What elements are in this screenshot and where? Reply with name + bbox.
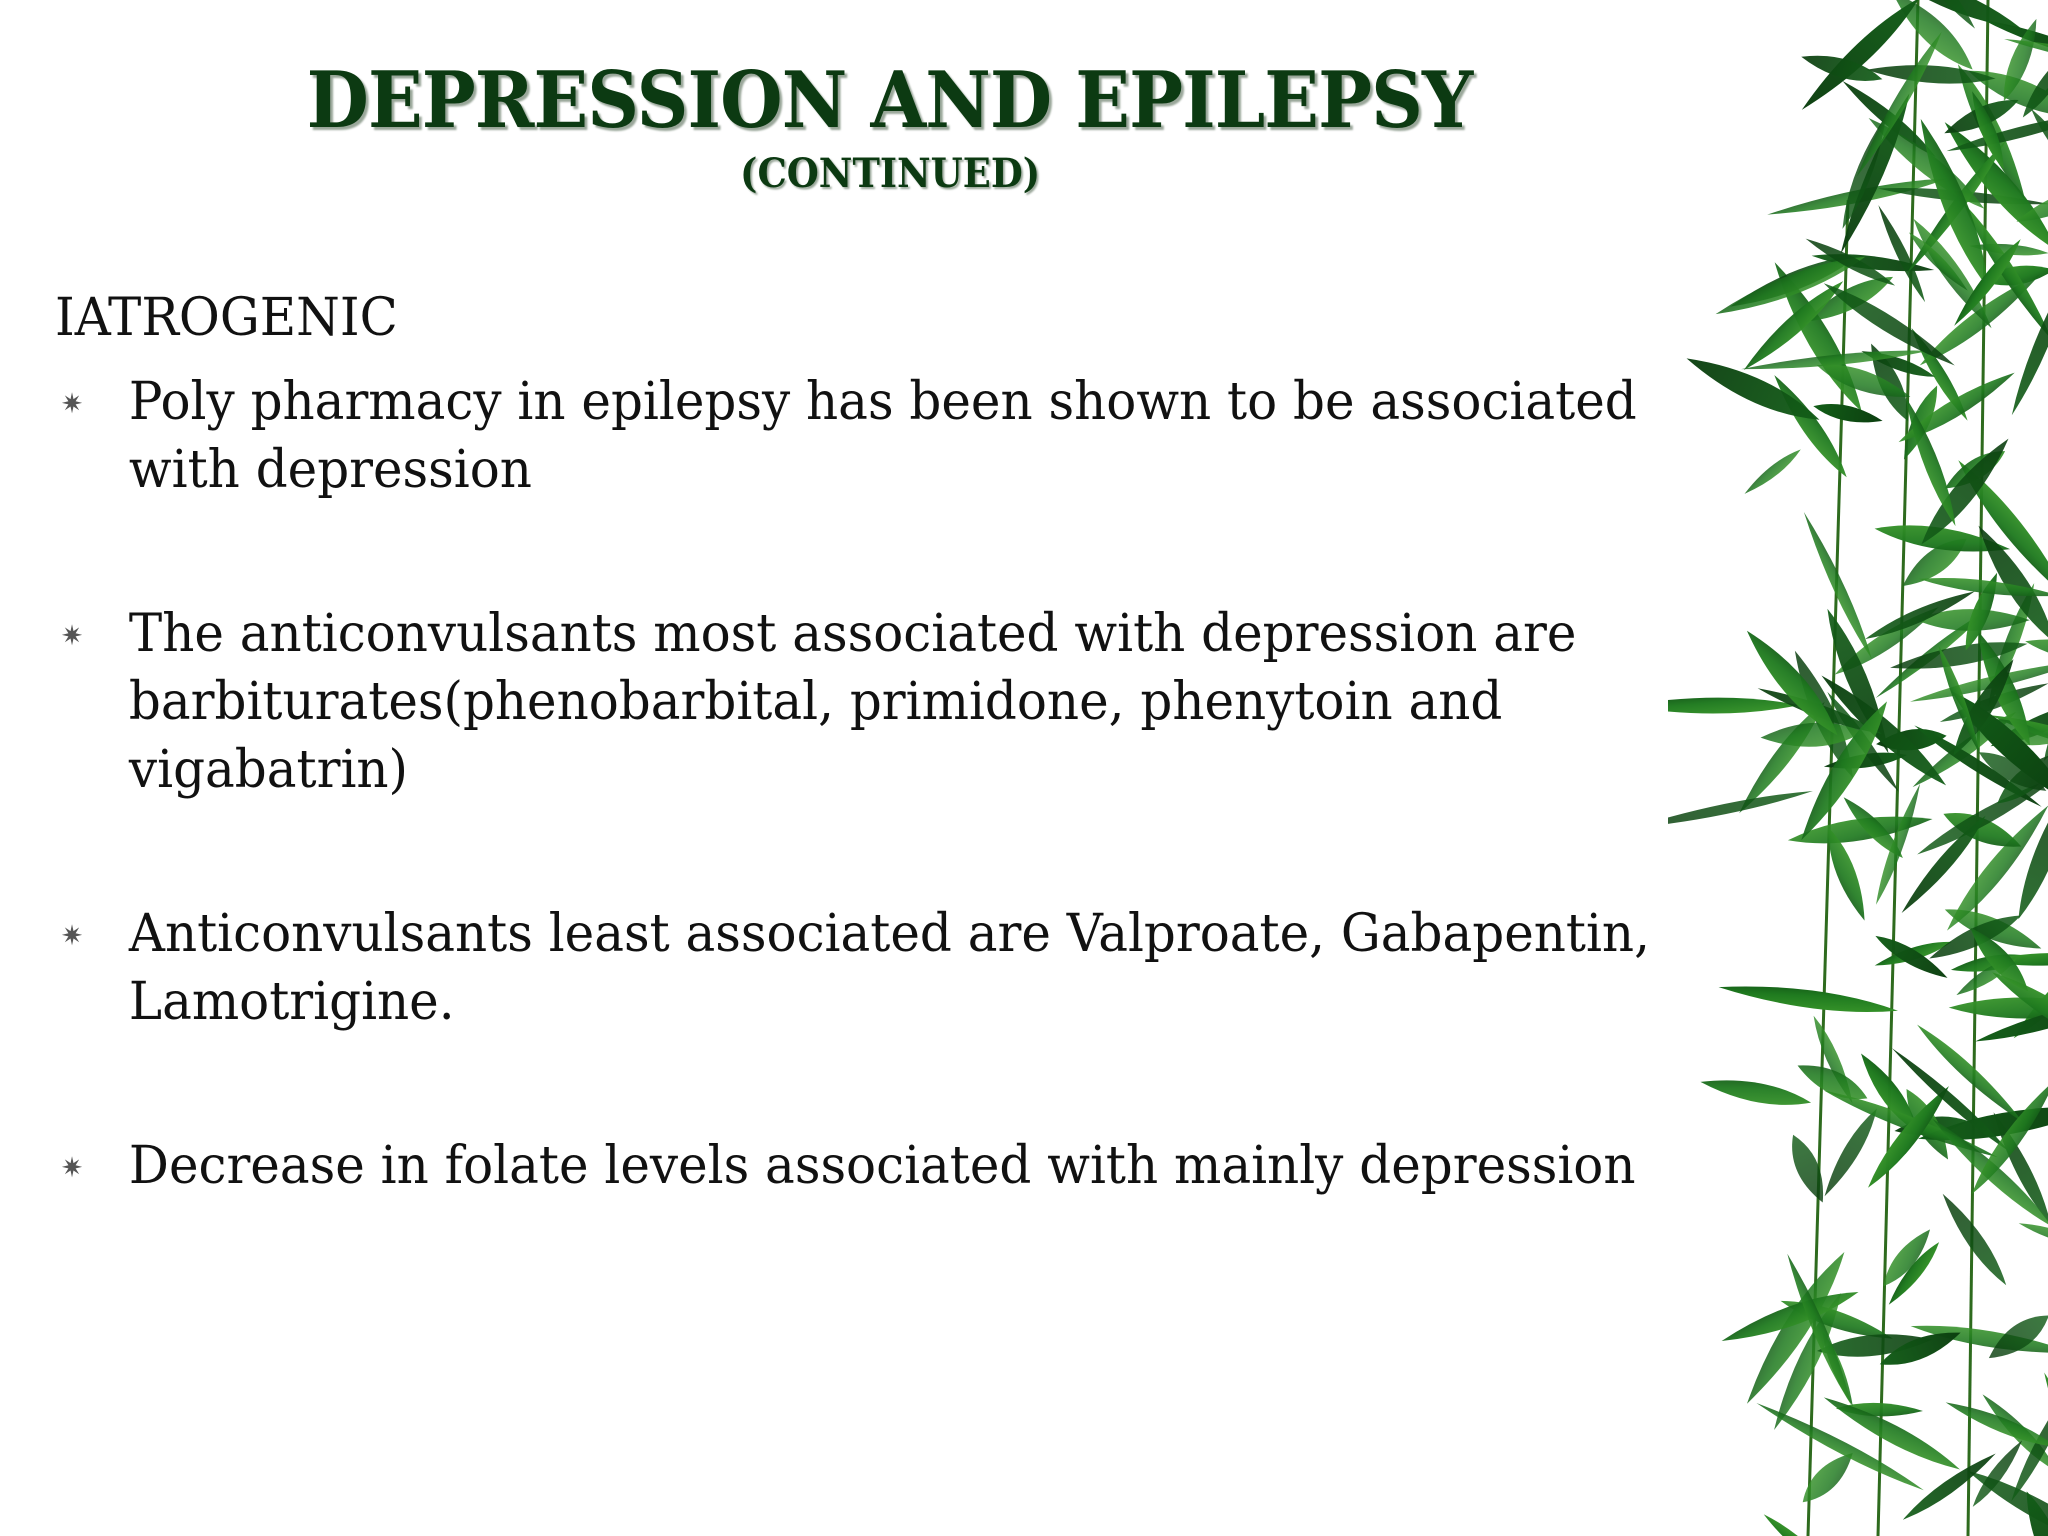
- bullet-list: [55, 368, 1815, 1200]
- bullet-text: Decrease in folate levels associated with mainly depression: [128, 1136, 1636, 1196]
- bamboo-leaf: [1760, 1510, 1845, 1536]
- section-heading: IATROGENIC: [55, 288, 398, 348]
- bullet-star-icon: ✷: [60, 387, 84, 420]
- bamboo-leaf: [1894, 365, 2019, 449]
- bamboo-leaf: [2024, 633, 2048, 670]
- title-container: [0, 55, 1780, 146]
- bullet-star-icon: ✷: [60, 919, 84, 952]
- bullet-item: [55, 900, 1745, 1036]
- bullet-item: [55, 1132, 1745, 1200]
- bamboo-leaf: [1936, 1189, 2013, 1289]
- bullet-item: [55, 368, 1745, 504]
- bullet-item: [55, 600, 1745, 804]
- slide-title: DEPRESSION AND EPILEPSY: [307, 55, 1473, 146]
- bamboo-leaf: [2027, 106, 2048, 186]
- bamboo-leaf: [1866, 61, 1996, 87]
- bamboo-leaf: [1818, 1105, 1883, 1200]
- bullet-text: Poly pharmacy in epilepsy has been shown to be associated with depression: [128, 372, 1637, 500]
- bullet-text: The anticonvulsants most associated with depression are barbiturates(phenobarbital, primidone, phenytoin and vigabatrin): [128, 604, 1577, 800]
- bullet-text: Anticonvulsants least associated are Valproate, Gabapentin, Lamotrigine.: [128, 904, 1650, 1032]
- subtitle-container: [0, 150, 1780, 197]
- bamboo-leaf: [1812, 399, 1884, 428]
- bullet-star-icon: ✷: [60, 1151, 84, 1184]
- slide-subtitle: (CONTINUED): [739, 150, 1041, 197]
- bamboo-leaf: [2017, 1219, 2048, 1255]
- bullet-star-icon: ✷: [60, 619, 84, 652]
